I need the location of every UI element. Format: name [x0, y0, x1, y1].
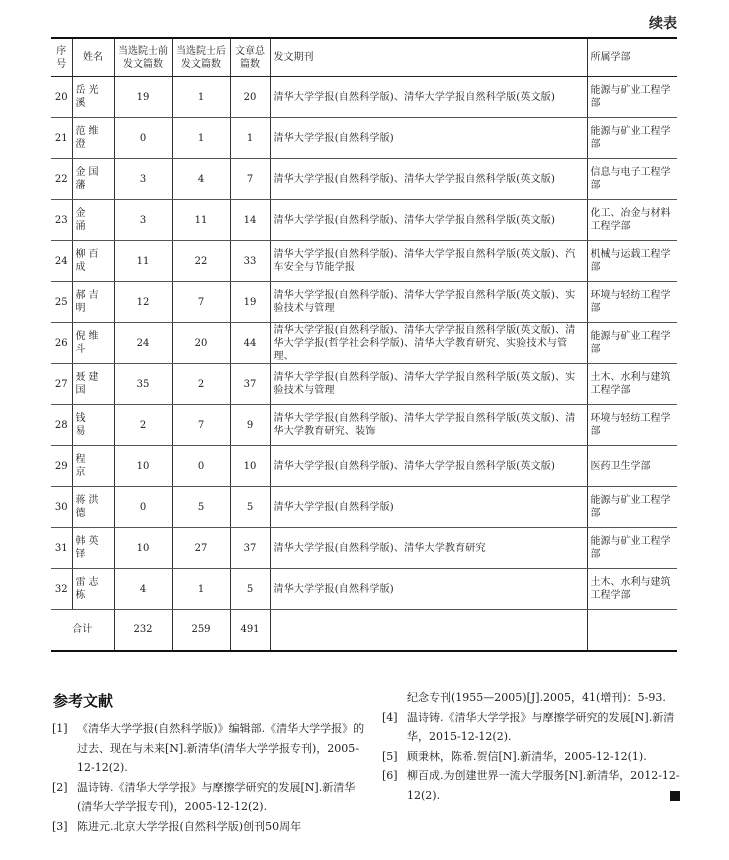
- reference-item-6: [382, 766, 682, 805]
- table-row: [51, 405, 677, 446]
- cell-no: 24: [51, 241, 72, 282]
- cell-before-count: 10: [114, 446, 172, 487]
- cell-total-count: 37: [230, 528, 270, 569]
- cell-before-count: 0: [114, 487, 172, 528]
- cell-department: 医药卫生学部: [587, 446, 677, 487]
- cell-no: 20: [51, 77, 72, 118]
- cell-journals: 清华大学学报(自然科学版)、清华大学学报自然科学版(英文版)、清华大学教育研究、装饰: [270, 405, 587, 446]
- cell-journals: 清华大学学报(自然科学版)、清华大学学报自然科学版(英文版)、实验技术与管理: [270, 364, 587, 405]
- cell-total-count: 37: [230, 364, 270, 405]
- reference-number: [2]: [52, 780, 68, 794]
- reference-text: 温诗铸.《清华大学学报》与摩擦学研究的发展[N].新清华，2015-12-12(2).: [407, 710, 675, 743]
- cell-after-count: 1: [172, 118, 230, 159]
- cell-total-count: 14: [230, 200, 270, 241]
- cell-journals: 清华大学学报(自然科学版): [270, 118, 587, 159]
- cell-no: 26: [51, 323, 72, 364]
- cell-after-count: 7: [172, 405, 230, 446]
- cell-department: 土木、水利与建筑工程学部: [587, 569, 677, 610]
- cell-after-count: 1: [172, 77, 230, 118]
- cell-department: 信息与电子工程学部: [587, 159, 677, 200]
- reference-item-5: [382, 747, 682, 767]
- cell-no: 29: [51, 446, 72, 487]
- reference-item-1: [52, 719, 366, 778]
- total-after: 259: [172, 610, 230, 651]
- cell-after-count: 11: [172, 200, 230, 241]
- cell-department: 能源与矿业工程学部: [587, 77, 677, 118]
- cell-after-count: 27: [172, 528, 230, 569]
- reference-3-continuation: 纪念专刊(1955—2005)[J].2005，41(增刊)：5-93.: [407, 691, 666, 704]
- cell-before-count: 19: [114, 77, 172, 118]
- table-row: [51, 446, 677, 487]
- cell-before-count: 10: [114, 528, 172, 569]
- cell-after-count: 22: [172, 241, 230, 282]
- cell-department: 能源与矿业工程学部: [587, 323, 677, 364]
- reference-number: [4]: [382, 710, 398, 724]
- cell-journals: 清华大学学报(自然科学版)、清华大学学报自然科学版(英文版): [270, 77, 587, 118]
- table-row: [51, 487, 677, 528]
- cell-no: 32: [51, 569, 72, 610]
- reference-number: [6]: [382, 769, 398, 782]
- table-row: [51, 200, 677, 241]
- cell-journals: 清华大学学报(自然科学版): [270, 487, 587, 528]
- table-total-row: [51, 610, 677, 651]
- cell-total-count: 33: [230, 241, 270, 282]
- reference-text: 柳百成.为创建世界一流大学服务[N].新清华，2012-12-12(2).: [407, 769, 680, 802]
- cell-name: 蒋洪德: [72, 487, 114, 528]
- cell-total-count: 1: [230, 118, 270, 159]
- cell-name: 柳百成: [72, 241, 114, 282]
- cell-no: 22: [51, 159, 72, 200]
- header-before: 当选院士前发文篇数: [114, 38, 172, 77]
- cell-name: 钱 易: [72, 405, 114, 446]
- cell-journals: 清华大学学报(自然科学版)、清华大学学报自然科学版(英文版): [270, 200, 587, 241]
- cell-name: 聂建国: [72, 364, 114, 405]
- cell-no: 23: [51, 200, 72, 241]
- header-no: 序号: [51, 38, 72, 77]
- cell-before-count: 35: [114, 364, 172, 405]
- reference-text: 温诗铸.《清华大学学报》与摩擦学研究的发展[N].新清华(清华大学学报专刊)，2005-12-12(2).: [77, 780, 356, 813]
- cell-after-count: 1: [172, 569, 230, 610]
- header-journals: 发文期刊: [270, 38, 587, 77]
- cell-after-count: 5: [172, 487, 230, 528]
- cell-name: 郝吉明: [72, 282, 114, 323]
- cell-no: 31: [51, 528, 72, 569]
- cell-name: 金国藩: [72, 159, 114, 200]
- reference-text: 《清华大学学报(自然科学版)》编辑部.《清华大学学报》的过去、现在与未来[N].新清华(清华大学学报专刊)，2005-12-12(2).: [77, 722, 365, 774]
- cell-after-count: 20: [172, 323, 230, 364]
- table-row: [51, 364, 677, 405]
- table-row: [51, 323, 677, 364]
- table-row: [51, 118, 677, 159]
- table-header-row: [51, 38, 677, 77]
- cell-name: 雷志栋: [72, 569, 114, 610]
- cell-total-count: 19: [230, 282, 270, 323]
- cell-name: 金 涌: [72, 200, 114, 241]
- cell-journals: 清华大学学报(自然科学版)、清华大学学报自然科学版(英文版): [270, 159, 587, 200]
- cell-after-count: 4: [172, 159, 230, 200]
- cell-department: 环境与轻纺工程学部: [587, 282, 677, 323]
- references-column-right: [382, 688, 682, 805]
- table-row: [51, 569, 677, 610]
- cell-name: 程 京: [72, 446, 114, 487]
- reference-text: 陈进元.北京大学学报(自然科学版)创刊50周年: [77, 819, 302, 833]
- total-label: 合计: [51, 610, 114, 651]
- total-total: 491: [230, 610, 270, 651]
- cell-no: 30: [51, 487, 72, 528]
- reference-text: 顾秉林，陈希.贺信[N].新清华，2005-12-12(1).: [407, 749, 647, 763]
- cell-after-count: 7: [172, 282, 230, 323]
- table-row: [51, 241, 677, 282]
- continued-table-label: 续表: [649, 16, 677, 32]
- total-journals: [270, 610, 587, 651]
- cell-journals: 清华大学学报(自然科学版)、清华大学学报自然科学版(英文版)、清华大学学报(哲学社会科学版)、清华大学教育研究、实验技术与管理、: [270, 323, 587, 364]
- table-row: [51, 282, 677, 323]
- cell-name: 韩英铎: [72, 528, 114, 569]
- reference-number: [1]: [52, 722, 68, 735]
- header-department: 所属学部: [587, 38, 677, 77]
- references-title: 参考文献: [53, 692, 114, 710]
- cell-department: 化工、冶金与材料工程学部: [587, 200, 677, 241]
- cell-no: 28: [51, 405, 72, 446]
- cell-after-count: 2: [172, 364, 230, 405]
- references-column-left: [52, 719, 366, 836]
- reference-item-2: [52, 778, 366, 817]
- cell-total-count: 9: [230, 405, 270, 446]
- table-row: [51, 528, 677, 569]
- cell-before-count: 2: [114, 405, 172, 446]
- cell-total-count: 7: [230, 159, 270, 200]
- cell-department: 土木、水利与建筑工程学部: [587, 364, 677, 405]
- cell-total-count: 20: [230, 77, 270, 118]
- cell-before-count: 0: [114, 118, 172, 159]
- cell-name: 倪维斗: [72, 323, 114, 364]
- cell-total-count: 5: [230, 487, 270, 528]
- cell-no: 25: [51, 282, 72, 323]
- cell-total-count: 5: [230, 569, 270, 610]
- cell-journals: 清华大学学报(自然科学版)、清华大学学报自然科学版(英文版)、汽车安全与节能学报: [270, 241, 587, 282]
- reference-item-3: [52, 817, 366, 837]
- cell-no: 27: [51, 364, 72, 405]
- cell-journals: 清华大学学报(自然科学版)、清华大学学报自然科学版(英文版): [270, 446, 587, 487]
- table-row: [51, 159, 677, 200]
- cell-journals: 清华大学学报(自然科学版)、清华大学教育研究: [270, 528, 587, 569]
- reference-item-4: [382, 708, 682, 747]
- cell-department: 能源与矿业工程学部: [587, 487, 677, 528]
- cell-total-count: 44: [230, 323, 270, 364]
- header-total: 文章总篇数: [230, 38, 270, 77]
- end-of-article-square-icon: [670, 791, 680, 801]
- cell-before-count: 3: [114, 200, 172, 241]
- cell-name: 范维澄: [72, 118, 114, 159]
- cell-department: 环境与轻纺工程学部: [587, 405, 677, 446]
- table-row: [51, 77, 677, 118]
- cell-before-count: 24: [114, 323, 172, 364]
- total-department: [587, 610, 677, 651]
- cell-department: 能源与矿业工程学部: [587, 118, 677, 159]
- cell-before-count: 4: [114, 569, 172, 610]
- reference-number: [3]: [52, 819, 68, 833]
- cell-before-count: 11: [114, 241, 172, 282]
- cell-department: 机械与运载工程学部: [587, 241, 677, 282]
- cell-journals: 清华大学学报(自然科学版)、清华大学学报自然科学版(英文版)、实验技术与管理: [270, 282, 587, 323]
- cell-no: 21: [51, 118, 72, 159]
- header-name: 姓名: [72, 38, 114, 77]
- total-before: 232: [114, 610, 172, 651]
- reference-number: [5]: [382, 749, 398, 763]
- header-after: 当选院士后发文篇数: [172, 38, 230, 77]
- cell-after-count: 0: [172, 446, 230, 487]
- cell-journals: 清华大学学报(自然科学版): [270, 569, 587, 610]
- cell-before-count: 12: [114, 282, 172, 323]
- cell-department: 能源与矿业工程学部: [587, 528, 677, 569]
- cell-total-count: 10: [230, 446, 270, 487]
- cell-before-count: 3: [114, 159, 172, 200]
- cell-name: 岳光溪: [72, 77, 114, 118]
- academician-publications-table: [51, 37, 677, 652]
